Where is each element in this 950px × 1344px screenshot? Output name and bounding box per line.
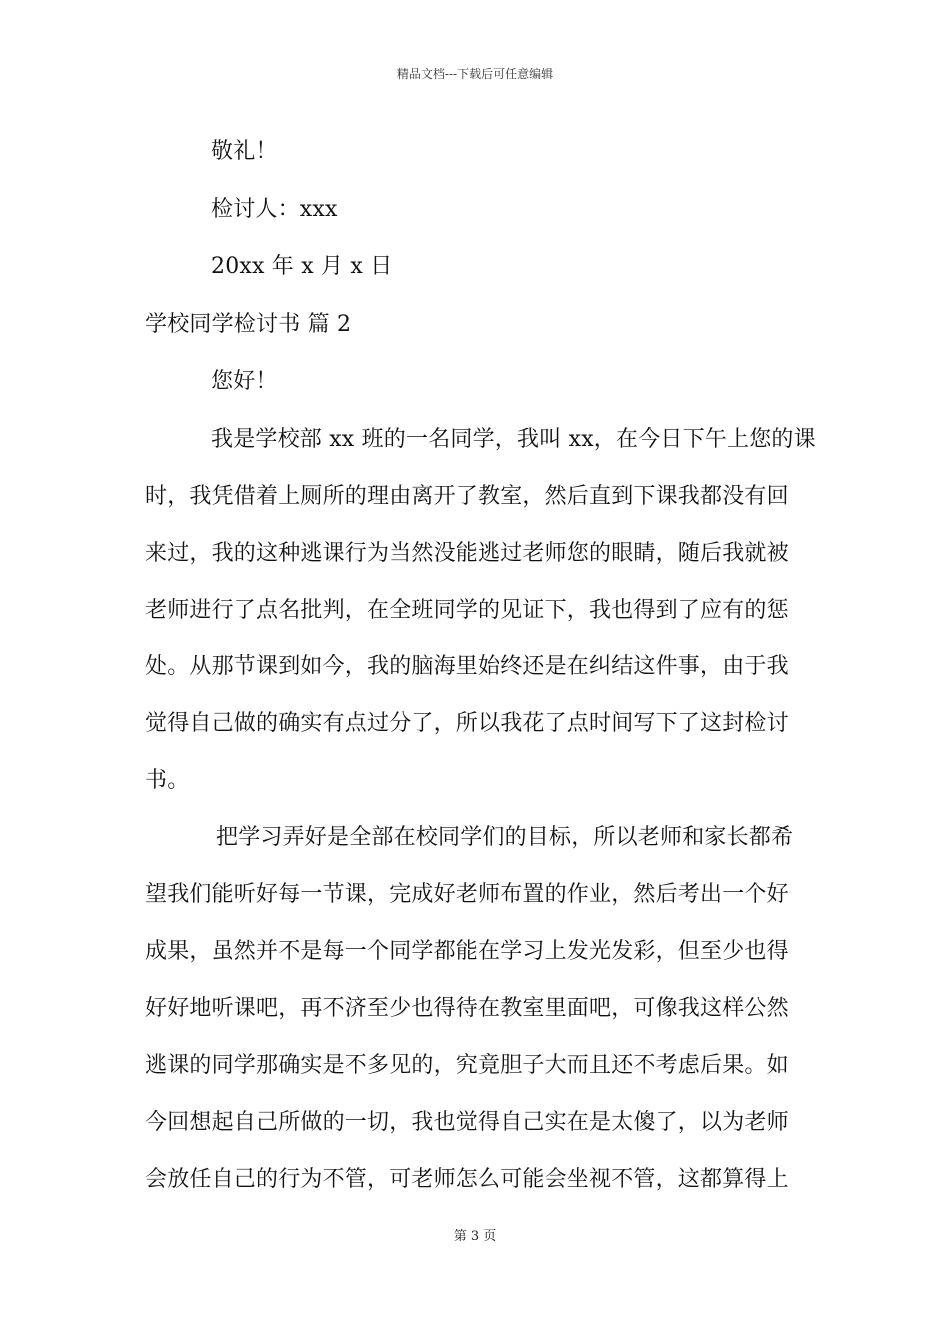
- paragraph-line: 来过，我的这种逃课行为当然没能逃过老师您的眼睛，随后我就被: [145, 541, 789, 566]
- paragraph-line: 我是学校部 xx 班的一名同学，我叫 xx，在今日下午上您的课: [211, 427, 816, 452]
- paragraph-line: 觉得自己做的确实有点过分了，所以我花了点时间写下了这封检讨: [145, 711, 789, 736]
- page-header: 精品文档---下载后可任意编辑: [396, 67, 554, 81]
- paragraph-line: 逃课的同学那确实是不多见的，究竟胆子大而且还不考虑后果。如: [145, 1053, 789, 1078]
- paragraph-line: 老师进行了点名批判，在全班同学的见证下，我也得到了应有的惩: [145, 598, 789, 623]
- paragraph-line: 把学习弄好是全部在校同学们的目标，所以老师和家长都希: [216, 825, 794, 850]
- paragraph-line: 处。从那节课到如今，我的脑海里始终还是在纠结这件事，由于我: [145, 654, 789, 679]
- section-title: 学校同学检讨书 篇 2: [145, 312, 352, 337]
- signer-line: 检讨人：xxx: [211, 197, 338, 222]
- paragraph-line: 望我们能听好每一节课，完成好老师布置的作业，然后考出一个好: [145, 882, 789, 907]
- closing-salute: 敬礼！: [211, 139, 278, 164]
- paragraph-line: 成果，虽然并不是每一个同学都能在学习上发光发彩，但至少也得: [145, 939, 789, 964]
- paragraph-line: 书。: [145, 768, 190, 793]
- paragraph-line: 时，我凭借着上厕所的理由离开了教室，然后直到下课我都没有回: [145, 484, 789, 509]
- page-number: 第 3 页: [453, 1229, 497, 1244]
- greeting: 您好！: [211, 369, 278, 394]
- paragraph-line: 会放任自己的行为不管，可老师怎么可能会坐视不管，这都算得上: [145, 1167, 789, 1192]
- paragraph-line: 今回想起自己所做的一切，我也觉得自己实在是太傻了，以为老师: [145, 1110, 789, 1135]
- paragraph-line: 好好地听课吧，再不济至少也得待在教室里面吧，可像我这样公然: [145, 996, 789, 1021]
- date-line: 20xx 年 x 月 x 日: [211, 254, 393, 279]
